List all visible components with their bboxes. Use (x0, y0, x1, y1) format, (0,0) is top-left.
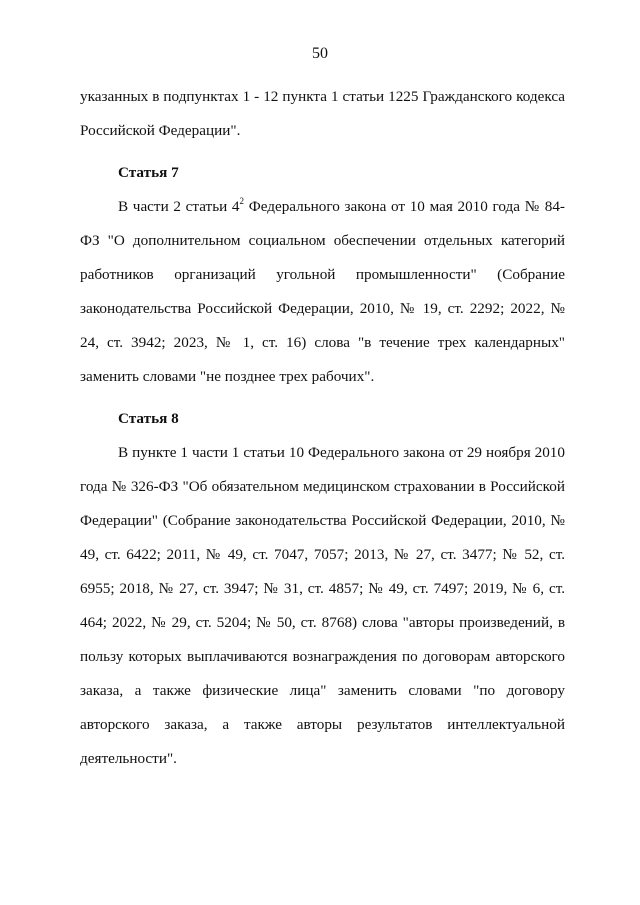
article-8-paragraph: В пункте 1 части 1 статьи 10 Федерального закона от 29 ноября 2010 года № 326-ФЗ "Об обязательном медицинском страховании в Российской Федерации" (Собрание законодательства Российской Федерации, 2010, № 49, ст. 6422; 2011, № 49, ст. 7047, 7057; 2013, № 27, ст. 3477; № 52, ст. 6955; 2018, № 27, ст. 3947; № 31, ст. 4857; № 49, ст. 7497; 2019, № 6, ст. 464; 2022, № 29, ст. 5204; № 50, ст. 8768) слова "авторы произведений, в пользу которых выплачиваются вознаграждения по договорам авторского заказа, а также физические лица" заменить словами "по договору авторского заказа, а также авторы результатов интеллектуальной деятельности". (80, 444, 565, 767)
article-8-title: Статья 8 (118, 410, 179, 427)
article-7-text-rest: Федерального закона от 10 мая 2010 года № 84-ФЗ "О дополнительном социальном обеспечении отдельных категорий работников организаций угольной промышленности" (Собрание законодательства Российской Федерации, 2010, № 19, ст. 2292; 2022, № 24, ст. 3942; 2023, № 1, ст. 16) слова "в течение трех календарных" заменить словами "не позднее трех рабочих". (80, 198, 565, 385)
article-7-text-start: В части 2 статьи 4 (118, 198, 240, 215)
article-7-superscript: 2 (239, 196, 245, 206)
page-number: 50 (312, 45, 328, 62)
article-7-paragraph (80, 190, 565, 394)
intro-paragraph: указанных в подпунктах 1 - 12 пункта 1 статьи 1225 Гражданского кодекса Российской Федерации". (80, 88, 565, 139)
article-7-title: Статья 7 (118, 164, 179, 181)
document-body (80, 80, 565, 776)
